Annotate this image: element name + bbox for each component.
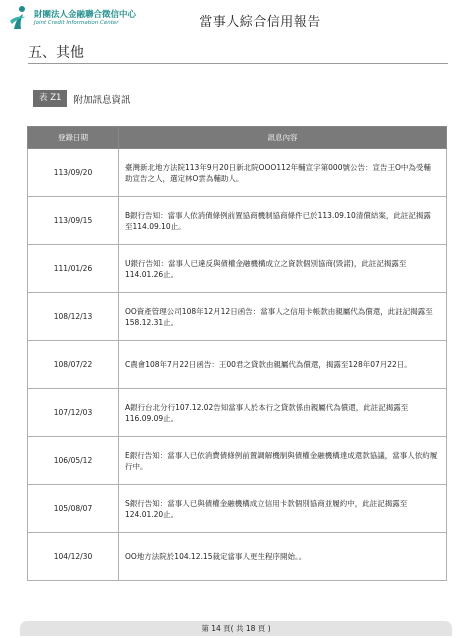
- table-row: [28, 293, 447, 341]
- cell-date: 113/09/20: [28, 149, 119, 197]
- cell-content: OO資產管理公司108年12月12日函告：當事人之信用卡帳款由親屬代為償還，此註記揭露至158.12.31止。: [119, 293, 447, 341]
- column-header-date: 登錄日期: [28, 127, 119, 149]
- table-row: [28, 197, 447, 245]
- cell-date: 108/07/22: [28, 341, 119, 389]
- table-row: [28, 245, 447, 293]
- page-number-footer: 第 14 頁( 共 18 頁 ): [20, 621, 452, 636]
- column-header-content: 訊息內容: [119, 127, 447, 149]
- table-row: [28, 533, 447, 581]
- cell-content: C農會108年7月22日函告：王00君之貸款由親屬代為償還，揭露至128年07月22日。: [119, 341, 447, 389]
- table-row: [28, 149, 447, 197]
- additional-info-table: [27, 126, 447, 581]
- cell-date: 105/08/07: [28, 485, 119, 533]
- table-tag: 表 Z1: [33, 90, 67, 107]
- cell-date: 111/01/26: [28, 245, 119, 293]
- logo-text-cn: 財團法人金融聯合徵信中心: [34, 10, 137, 20]
- table-header-row: [28, 127, 447, 149]
- table-row: [28, 341, 447, 389]
- cell-content: OO地方法院於104.12.15裁定當事人更生程序開始。。: [119, 533, 447, 581]
- cell-content: 臺灣新北地方法院113年9月20日新北院OOO112年輔宣字第000號公告：宣告王O中為受輔助宣告之人，選定林O雲為輔助人。: [119, 149, 447, 197]
- cell-content: S銀行告知：當事人已與債權金融機構成立信用卡款個別協商並履約中，此註記揭露至124.01.20止。: [119, 485, 447, 533]
- logo-text-en: Joint Credit Information Center: [34, 20, 119, 26]
- section-title: 五、其他: [28, 45, 84, 61]
- table-row: [28, 485, 447, 533]
- cell-content: E銀行告知：當事人已依消費債條例前置調解機制與債權金融機構達成還款協議，當事人依約履行中。: [119, 437, 447, 485]
- cell-date: 104/12/30: [28, 533, 119, 581]
- jcic-logo: [8, 5, 148, 31]
- table-name: 附加訊息資訊: [73, 94, 131, 106]
- cell-date: 113/09/15: [28, 197, 119, 245]
- section-divider: [28, 63, 448, 64]
- table-row: [28, 389, 447, 437]
- table-row: [28, 437, 447, 485]
- cell-date: 108/12/13: [28, 293, 119, 341]
- cell-date: 106/05/12: [28, 437, 119, 485]
- cell-content: A銀行台北分行107.12.02告知當事人於本行之貸款係由親屬代為償還，此註記揭露至116.09.09止。: [119, 389, 447, 437]
- cell-content: U銀行告知：當事人已違反與債權金融機構成立之資款個別協商(毀諾)，此註記揭露至114.01.26止。: [119, 245, 447, 293]
- report-header: [0, 0, 474, 40]
- cell-content: B銀行告知：當事人依消債條例前置協商機制協商條件已於113.09.10清償結案，此註記揭露至114.09.10止。: [119, 197, 447, 245]
- table-caption: [33, 90, 130, 107]
- jcic-logo-icon: [8, 5, 32, 31]
- document-title: 當事人綜合信用報告: [199, 15, 321, 30]
- cell-date: 107/12/03: [28, 389, 119, 437]
